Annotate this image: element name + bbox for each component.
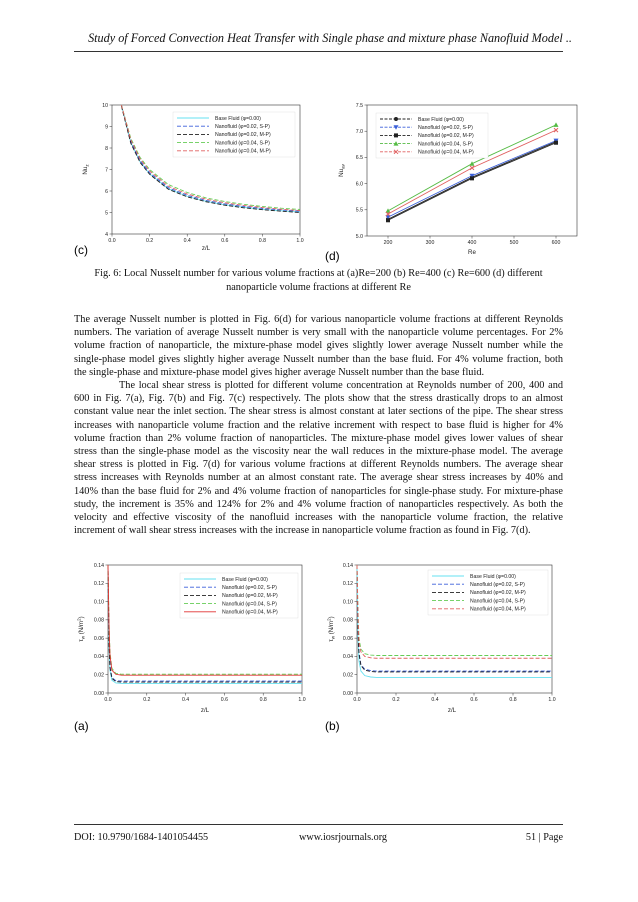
y-tick-label: 0.12 [342, 581, 353, 588]
legend-entry: Nanofluid (φ=0.04, M-P) [418, 149, 474, 156]
legend-entry: Nanofluid (φ=0.04, S-P) [470, 598, 525, 605]
y-tick-label: 5 [105, 210, 108, 217]
y-tick-label: 0.08 [93, 617, 104, 624]
x-tick-label: 0.4 [181, 697, 190, 703]
chart-panel-a [74, 563, 306, 733]
x-tick-label: 1.0 [298, 697, 306, 703]
data-point [386, 218, 390, 222]
paragraph: The local shear stress is plotted for different volume concentration at Reynolds number of 200, 400 and 600 in Fig. 7(a), Fig. 7(b) and Fig. 7(c) respectively. The plots show that the stress drastically drops to an almost constant value near the inlet section. The shear stress is almost constant at later sections of the pipe. The shear stress increases with nanoparticle volume fraction and the relative increment with respect to base fluid is higher for 4% volume fraction than 2% volume fraction of nanoparticles. The mixture-phase model gives lower values of shear stress than the single-phase model as the viscosity near the wall reduces in the mixture-phase model. The average shear stress is plotted in Fig. 7(d) for various volume fractions at different Reynolds numbers. The average shear stress increases with Reynolds number at an almost constant rate. The average shear stress increases by 40% and 140% than the base fluid for 2% and 4% volume fraction of nanoparticles for single-phase study. For mixture-phase study, the increment is 35% and 124% for 2% and 4% volume fraction of nanoparticles respectively. As both the velocity and effective viscosity of the nanofluid increases with the nanoparticle volume fraction, the relative increment of wall shear stress increases with the increase in nanoparticle volume fraction as found in Fig. 7(d). [74, 380, 563, 537]
x-tick-label: 0.4 [431, 697, 439, 703]
y-tick-label: 6 [105, 188, 108, 195]
legend-entry: Nanofluid (φ=0.04, S-P) [215, 140, 270, 147]
legend-entry: Nanofluid (φ=0.04, M-P) [470, 606, 526, 613]
x-tick-label: 0.4 [183, 238, 191, 244]
body-text [74, 313, 563, 537]
legend-entry: Nanofluid (φ=0.02, M-P) [215, 132, 271, 139]
running-title: Study of Forced Convection Heat Transfer with Single phase and mixture phase Nanofluid Model .. [88, 31, 572, 45]
y-tick-label: 5.0 [355, 233, 363, 240]
x-axis-label: z/L [447, 707, 457, 714]
x-tick-label: 0.2 [392, 697, 400, 703]
x-tick-label: 1.0 [548, 697, 556, 703]
y-tick-label: 9 [105, 124, 108, 131]
y-tick-label: 0.02 [93, 672, 104, 679]
x-tick-label: 300 [425, 240, 435, 246]
panel-label: (d) [325, 249, 340, 263]
y-axis-label: $\tau_w$ $(N/m^2)$ [76, 616, 86, 642]
footer-rule [74, 824, 563, 825]
y-tick-label: 0.14 [93, 562, 104, 569]
legend [180, 573, 298, 618]
y-tick-label: 6.5 [355, 155, 363, 162]
y-tick-label: 0.10 [93, 599, 104, 606]
y-tick-label: 5.5 [355, 207, 363, 214]
legend-entry: Base Fluid (φ=0.00) [418, 116, 464, 123]
legend-entry: Nanofluid (φ=0.02, S-P) [222, 585, 277, 591]
x-tick-label: 200 [383, 240, 393, 246]
data-point [470, 161, 475, 166]
y-tick-label: 0.04 [342, 654, 353, 661]
x-axis-label: Re [468, 249, 476, 256]
data-point [394, 117, 398, 121]
panel-label: (a) [74, 719, 89, 733]
x-tick-label: 0.0 [104, 697, 112, 703]
y-tick-label: 7.0 [355, 129, 363, 135]
legend-entry: Nanofluid (φ=0.02, M-P) [222, 593, 278, 600]
legend-entry: Base Fluid (φ=0.00) [215, 115, 261, 122]
y-axis-label: $Nu_{av}$ [338, 164, 346, 177]
data-point [554, 141, 558, 145]
legend [428, 570, 548, 615]
legend-entry: Nanofluid (φ=0.04, M-P) [222, 609, 278, 616]
x-tick-label: 0.2 [143, 697, 151, 703]
x-tick-label: 600 [551, 240, 561, 246]
legend-entry: Nanofluid (φ=0.04, M-P) [215, 148, 271, 155]
y-tick-label: 0.06 [93, 635, 104, 642]
y-tick-label: 10 [102, 102, 108, 109]
y-tick-label: 8 [105, 145, 108, 152]
legend [173, 112, 295, 157]
chart-panel-d [325, 103, 577, 263]
y-tick-label: 0.14 [342, 562, 353, 569]
y-tick-label: 6.0 [355, 181, 363, 188]
y-tick-label: 0.00 [93, 690, 104, 697]
footer-page-number: 51 | Page [525, 832, 563, 843]
y-tick-label: 0.06 [342, 635, 353, 642]
x-tick-label: 0.8 [259, 697, 267, 703]
legend-entry: Nanofluid (φ=0.04, S-P) [418, 141, 473, 148]
legend-entry: Nanofluid (φ=0.04, S-P) [222, 601, 277, 608]
legend-entry: Nanofluid (φ=0.02, S-P) [215, 124, 270, 130]
x-axis-label: z/L [200, 707, 210, 714]
chart-panel-c [74, 103, 304, 257]
paragraph: The average Nusselt number is plotted in Fig. 6(d) for various nanoparticle volume fractions at different Reynolds numbers. The variation of average Nusselt number is very small with the nanoparticle volume percentages. For 2% volume fraction of nanoparticle, the mixture-phase model gives slightly lower average Nusselt number while the single-phase model gives slightly higher average Nusselt number than the base fluid. For 4% volume fraction, both the single-phase and mixture-phase model gives higher average Nusselt number than the base fluid. [74, 314, 563, 378]
x-tick-label: 0.6 [221, 238, 229, 244]
x-tick-label: 0.6 [220, 697, 229, 703]
data-point [394, 133, 398, 137]
legend-entry: Base Fluid (φ=0.00) [470, 573, 516, 580]
x-tick-label: 400 [467, 240, 477, 246]
panel-label: (c) [74, 243, 88, 257]
x-tick-label: 0.6 [470, 697, 478, 703]
legend-entry: Nanofluid (φ=0.02, S-P) [418, 125, 473, 131]
y-tick-label: 0.00 [342, 690, 353, 697]
y-tick-label: 7.5 [355, 102, 363, 109]
figure-6-caption [74, 267, 563, 295]
legend-entry: Nanofluid (φ=0.02, M-P) [470, 590, 526, 597]
panel-label: (b) [325, 719, 340, 733]
chart-panel-b [325, 563, 556, 733]
x-tick-label: 0.0 [108, 238, 116, 244]
x-tick-label: 0.0 [353, 697, 361, 703]
y-axis-label: $\tau_w$ $(N/m^2)$ [326, 616, 336, 642]
data-point [554, 128, 558, 132]
x-tick-label: 500 [509, 240, 519, 246]
y-tick-label: 0.08 [342, 617, 353, 624]
legend-entry: Base Fluid (φ=0.00) [222, 576, 268, 583]
legend [376, 113, 488, 158]
y-axis-label: $Nu_z$ [82, 164, 90, 175]
y-tick-label: 0.10 [342, 599, 353, 606]
footer-website: www.iosrjournals.org [299, 832, 388, 843]
x-tick-label: 1.0 [296, 238, 304, 244]
legend-entry: Nanofluid (φ=0.02, M-P) [418, 133, 474, 140]
caption-line-1: Fig. 6: Local Nusselt number for various volume fractions at (a)Re=200 (b) Re=400 (c) Re=600 (d) different [94, 268, 543, 279]
footer-doi: DOI: 10.9790/1684-1401054455 [74, 832, 209, 843]
caption-line-2: nanoparticle volume fractions at different Re [226, 282, 411, 293]
y-tick-label: 7 [105, 167, 108, 174]
data-point [470, 176, 474, 180]
y-tick-label: 0.12 [93, 581, 104, 588]
x-tick-label: 0.8 [258, 238, 267, 244]
x-tick-label: 0.2 [145, 238, 154, 244]
x-axis-label: z/L [201, 245, 211, 252]
data-point [554, 122, 559, 127]
y-tick-label: 0.04 [93, 654, 104, 661]
y-tick-label: 4 [105, 231, 108, 238]
data-point [470, 166, 474, 170]
legend-entry: Nanofluid (φ=0.02, S-P) [470, 582, 525, 588]
x-tick-label: 0.8 [509, 697, 517, 703]
y-tick-label: 0.02 [342, 672, 353, 679]
